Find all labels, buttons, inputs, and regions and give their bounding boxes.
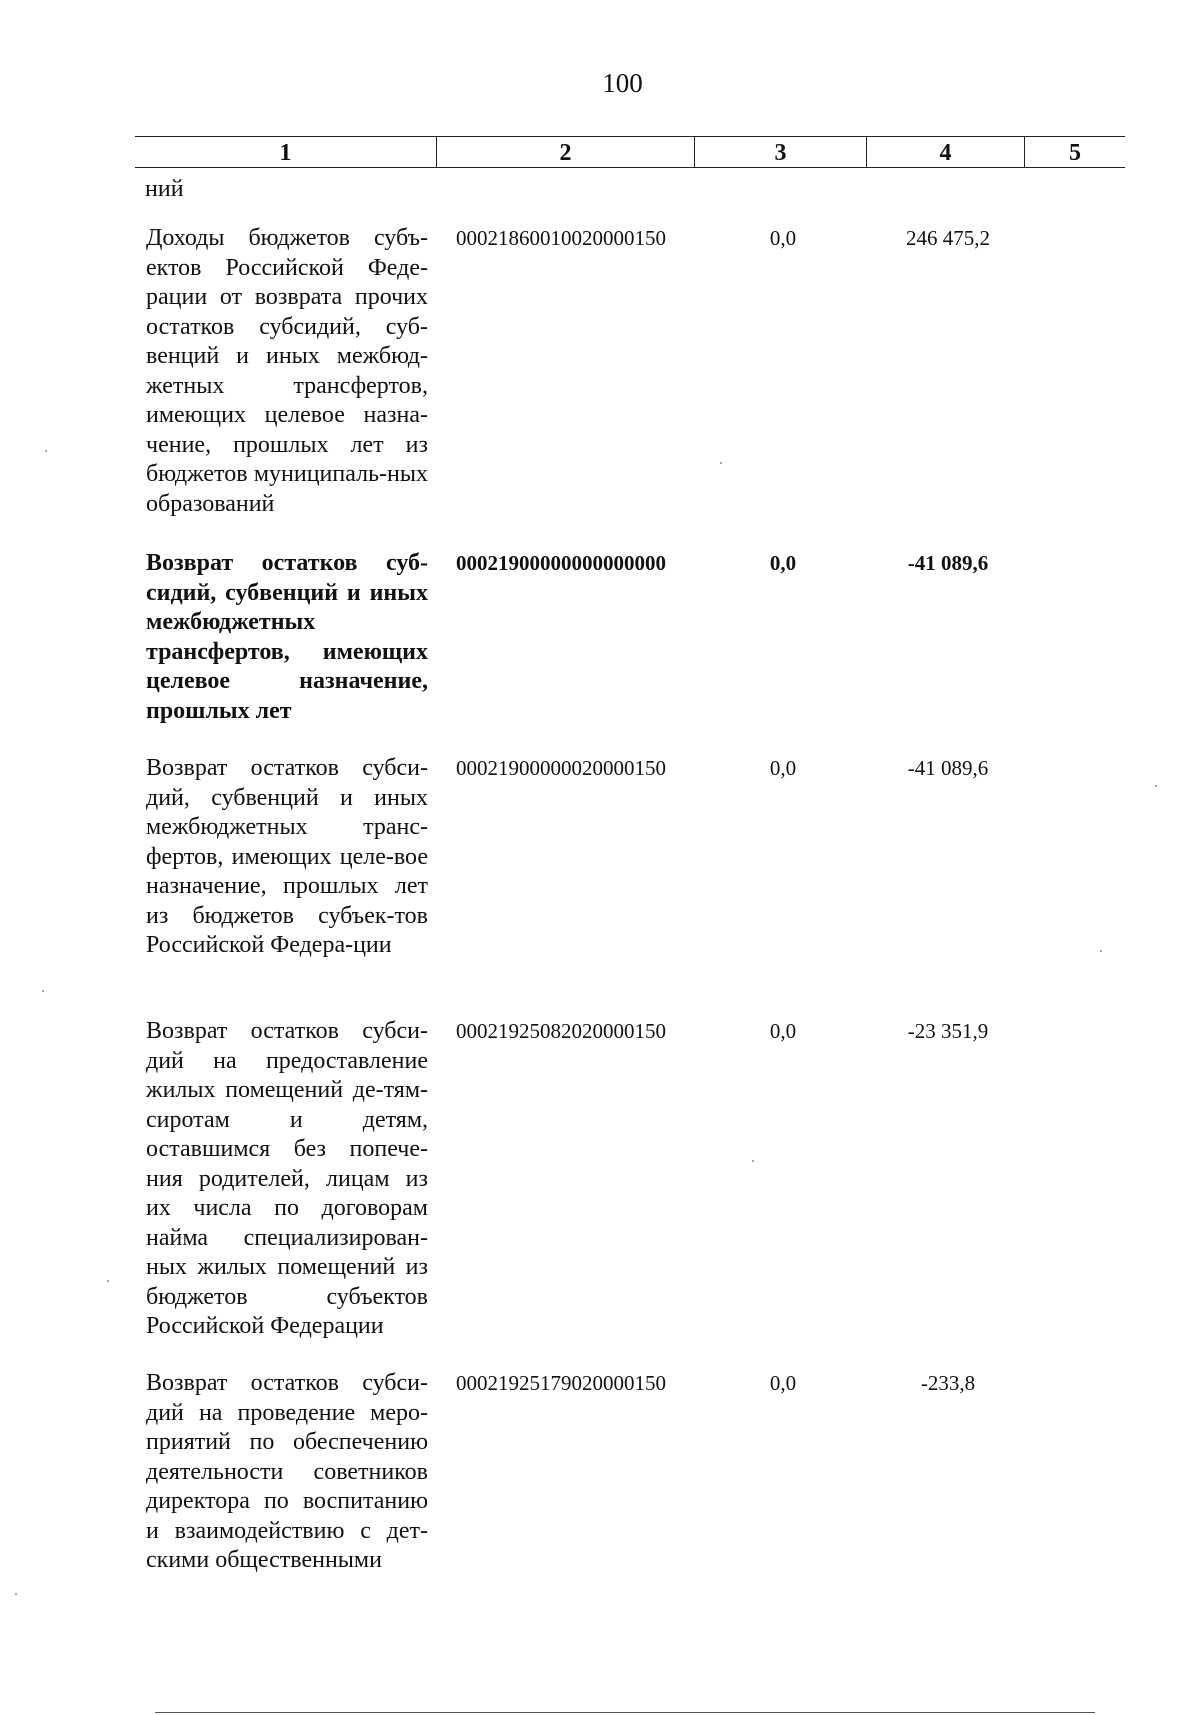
table-header-row bbox=[135, 136, 1125, 168]
bottom-rule bbox=[155, 1712, 1095, 1713]
row-col3-value: 0,0 bbox=[769, 1371, 797, 1395]
header-cell-1: 1 bbox=[135, 137, 437, 167]
row-name: Возврат остатков субси-дий на проведение меро-приятий по обеспечению деятельности советников директора по воспитанию и взаимодействию с дет-скими общественными bbox=[146, 1370, 428, 1573]
scan-speck bbox=[752, 1160, 754, 1162]
row-col4-value: -41 089,6 bbox=[907, 756, 989, 780]
scan-speck bbox=[107, 1280, 109, 1282]
row-name: Возврат остатков субси-дий на предоставление жилых помещений де-тям-сиротам и детям, оставшимся без попече-ния родителей, лицам из их числа по договорам найма специализирован-ных жилых помещений из бюджетов субъектов Российской Федерации bbox=[146, 1018, 428, 1339]
row-col3-value: 0,0 bbox=[769, 226, 797, 250]
scan-speck bbox=[45, 450, 47, 452]
scan-speck bbox=[1155, 785, 1157, 787]
row-col3-value: 0,0 bbox=[769, 756, 797, 780]
header-cell-3: 3 bbox=[695, 137, 867, 167]
row-code: 00021900000000000000 bbox=[456, 551, 666, 575]
row-code: 00021925179020000150 bbox=[456, 1371, 666, 1395]
page-number: 100 bbox=[602, 68, 643, 98]
row-col4-value: -233,8 bbox=[920, 1371, 976, 1395]
row-col3-value: 0,0 bbox=[769, 1019, 797, 1043]
header-cell-5: 5 bbox=[1069, 140, 1081, 166]
row-code: 00021860010020000150 bbox=[456, 226, 666, 250]
header-cell-2: 2 bbox=[437, 137, 695, 167]
continuation-text: ний bbox=[145, 176, 184, 202]
row-name: Доходы бюджетов субъ-ектов Российской Феде-рации от возврата прочих остатков субсидий, суб-венций и иных межбюд-жетных трансфертов, имеющих целевое назна-чение, прошлых лет из бюджетов муниципаль-ных образований bbox=[146, 225, 428, 517]
row-col4-value: 246 475,2 bbox=[906, 226, 990, 250]
scan-speck bbox=[42, 990, 44, 992]
row-code: 00021900000020000150 bbox=[456, 756, 666, 780]
row-name: Возврат остатков субси-дий, субвенций и иных межбюджетных транс-фертов, имеющих целе-вое назначение, прошлых лет из бюджетов субъек-тов Российской Федера-ции bbox=[146, 755, 428, 958]
header-cell-4: 4 bbox=[867, 137, 1025, 167]
row-col4-value: -41 089,6 bbox=[907, 551, 989, 575]
scan-speck bbox=[1100, 950, 1102, 952]
scan-speck bbox=[720, 462, 722, 464]
row-name: Возврат остатков суб-сидий, субвенций и иных межбюджетных трансфертов, имеющих целевое назначение, прошлых лет bbox=[146, 550, 428, 724]
scan-speck bbox=[15, 1593, 17, 1595]
row-col4-value: -23 351,9 bbox=[907, 1019, 989, 1043]
row-col3-value: 0,0 bbox=[769, 551, 797, 575]
row-code: 00021925082020000150 bbox=[456, 1019, 666, 1043]
